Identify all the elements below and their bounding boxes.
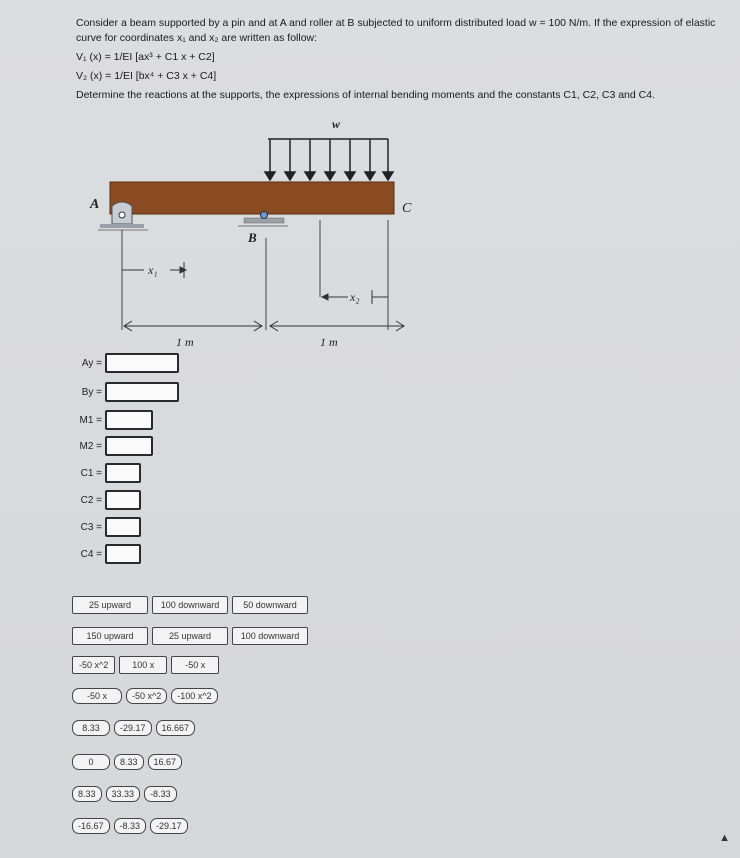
beam	[110, 182, 394, 214]
choice-chip[interactable]: 25 upward	[152, 627, 228, 645]
choice-chip[interactable]: -50 x	[171, 656, 219, 674]
point-a-label: A	[90, 197, 100, 212]
drop-box-c3[interactable]	[105, 517, 141, 537]
choice-row-4	[72, 688, 218, 704]
choice-chip[interactable]: 8.33	[72, 786, 102, 802]
choice-row-8	[72, 818, 188, 834]
drop-box-c2[interactable]	[105, 490, 141, 510]
question-text	[76, 16, 726, 103]
answer-label: C3 =	[80, 521, 102, 533]
answer-row-by	[70, 382, 179, 402]
choice-chip[interactable]: -29.17	[114, 720, 152, 736]
choice-row-3	[72, 656, 219, 674]
choice-chip[interactable]: 50 downward	[232, 596, 308, 614]
choice-chip[interactable]: 16.667	[156, 720, 196, 736]
choice-chip[interactable]: -8.33	[114, 818, 147, 834]
span-2-label: 1 m	[320, 335, 338, 349]
answer-label: M2 =	[79, 440, 102, 452]
drop-box-c1[interactable]	[105, 463, 141, 483]
choice-row-2	[72, 627, 308, 645]
answer-label: C4 =	[80, 548, 102, 560]
point-b-label: B	[248, 230, 257, 245]
drop-box-c4[interactable]	[105, 544, 141, 564]
answer-label: C1 =	[80, 467, 102, 479]
answer-label: M1 =	[79, 414, 102, 426]
answer-label: Ay =	[81, 357, 102, 369]
choice-chip[interactable]: -8.33	[144, 786, 177, 802]
answer-row-c4	[70, 544, 141, 564]
answer-row-ay	[70, 353, 179, 373]
equation-2: V₂ (x) = 1/EI [bx⁴ + C3 x + C4]	[76, 70, 217, 82]
point-c-label: C	[402, 201, 412, 216]
choice-chip[interactable]: 33.33	[106, 786, 141, 802]
beam-figure	[76, 112, 436, 352]
question-line-2: curve for coordinates x₁ and x₂ are written as follow:	[76, 32, 318, 44]
choice-chip[interactable]: 8.33	[72, 720, 110, 736]
choice-chip[interactable]: 0	[72, 754, 110, 770]
choice-chip[interactable]: -16.67	[72, 818, 110, 834]
choice-chip[interactable]: -50 x^2	[72, 656, 115, 674]
choice-chip[interactable]: 150 upward	[72, 627, 148, 645]
span-dimensions	[124, 321, 404, 331]
answer-row-m1	[70, 410, 153, 430]
choice-chip[interactable]: -50 x^2	[126, 688, 167, 704]
span-1-label: 1 m	[176, 335, 194, 349]
choice-row-6	[72, 754, 182, 770]
distributed-load	[265, 139, 393, 180]
answer-row-m2	[70, 436, 153, 456]
choice-chip[interactable]: 25 upward	[72, 596, 148, 614]
answer-row-c2	[70, 490, 141, 510]
drop-box-m1[interactable]	[105, 410, 153, 430]
x1-label: x₁	[148, 263, 158, 277]
choice-chip[interactable]: 16.67	[148, 754, 183, 770]
answer-label: C2 =	[80, 494, 102, 506]
question-line-3: Determine the reactions at the supports, the expressions of internal bending moments and the constants C1, C2, C3 and C4.	[76, 89, 655, 101]
choice-row-7	[72, 786, 177, 802]
choice-chip[interactable]: -29.17	[150, 818, 188, 834]
drop-box-by[interactable]	[105, 382, 179, 402]
choice-row-1	[72, 596, 308, 614]
choice-chip[interactable]: -50 x	[72, 688, 122, 704]
choice-chip[interactable]: 100 downward	[152, 596, 228, 614]
drop-box-m2[interactable]	[105, 436, 153, 456]
load-label: w	[332, 117, 341, 131]
choice-row-5	[72, 720, 195, 736]
question-line-1: Consider a beam supported by a pin and at A and roller at B subjected to uniform distributed load w = 100 N/m. If the expression of elastic	[76, 17, 716, 29]
choice-chip[interactable]: 100 downward	[232, 627, 308, 645]
choice-chip[interactable]: 8.33	[114, 754, 144, 770]
choice-chip[interactable]: 100 x	[119, 656, 167, 674]
equation-1: V₁ (x) = 1/EI [ax³ + C1 x + C2]	[76, 51, 215, 63]
scroll-up-icon[interactable]: ▲	[719, 832, 730, 844]
answer-label: By =	[81, 386, 102, 398]
drop-box-ay[interactable]	[105, 353, 179, 373]
choice-chip[interactable]: -100 x^2	[171, 688, 217, 704]
answer-row-c1	[70, 463, 141, 483]
answer-row-c3	[70, 517, 141, 537]
x2-label: x₂	[350, 290, 360, 304]
